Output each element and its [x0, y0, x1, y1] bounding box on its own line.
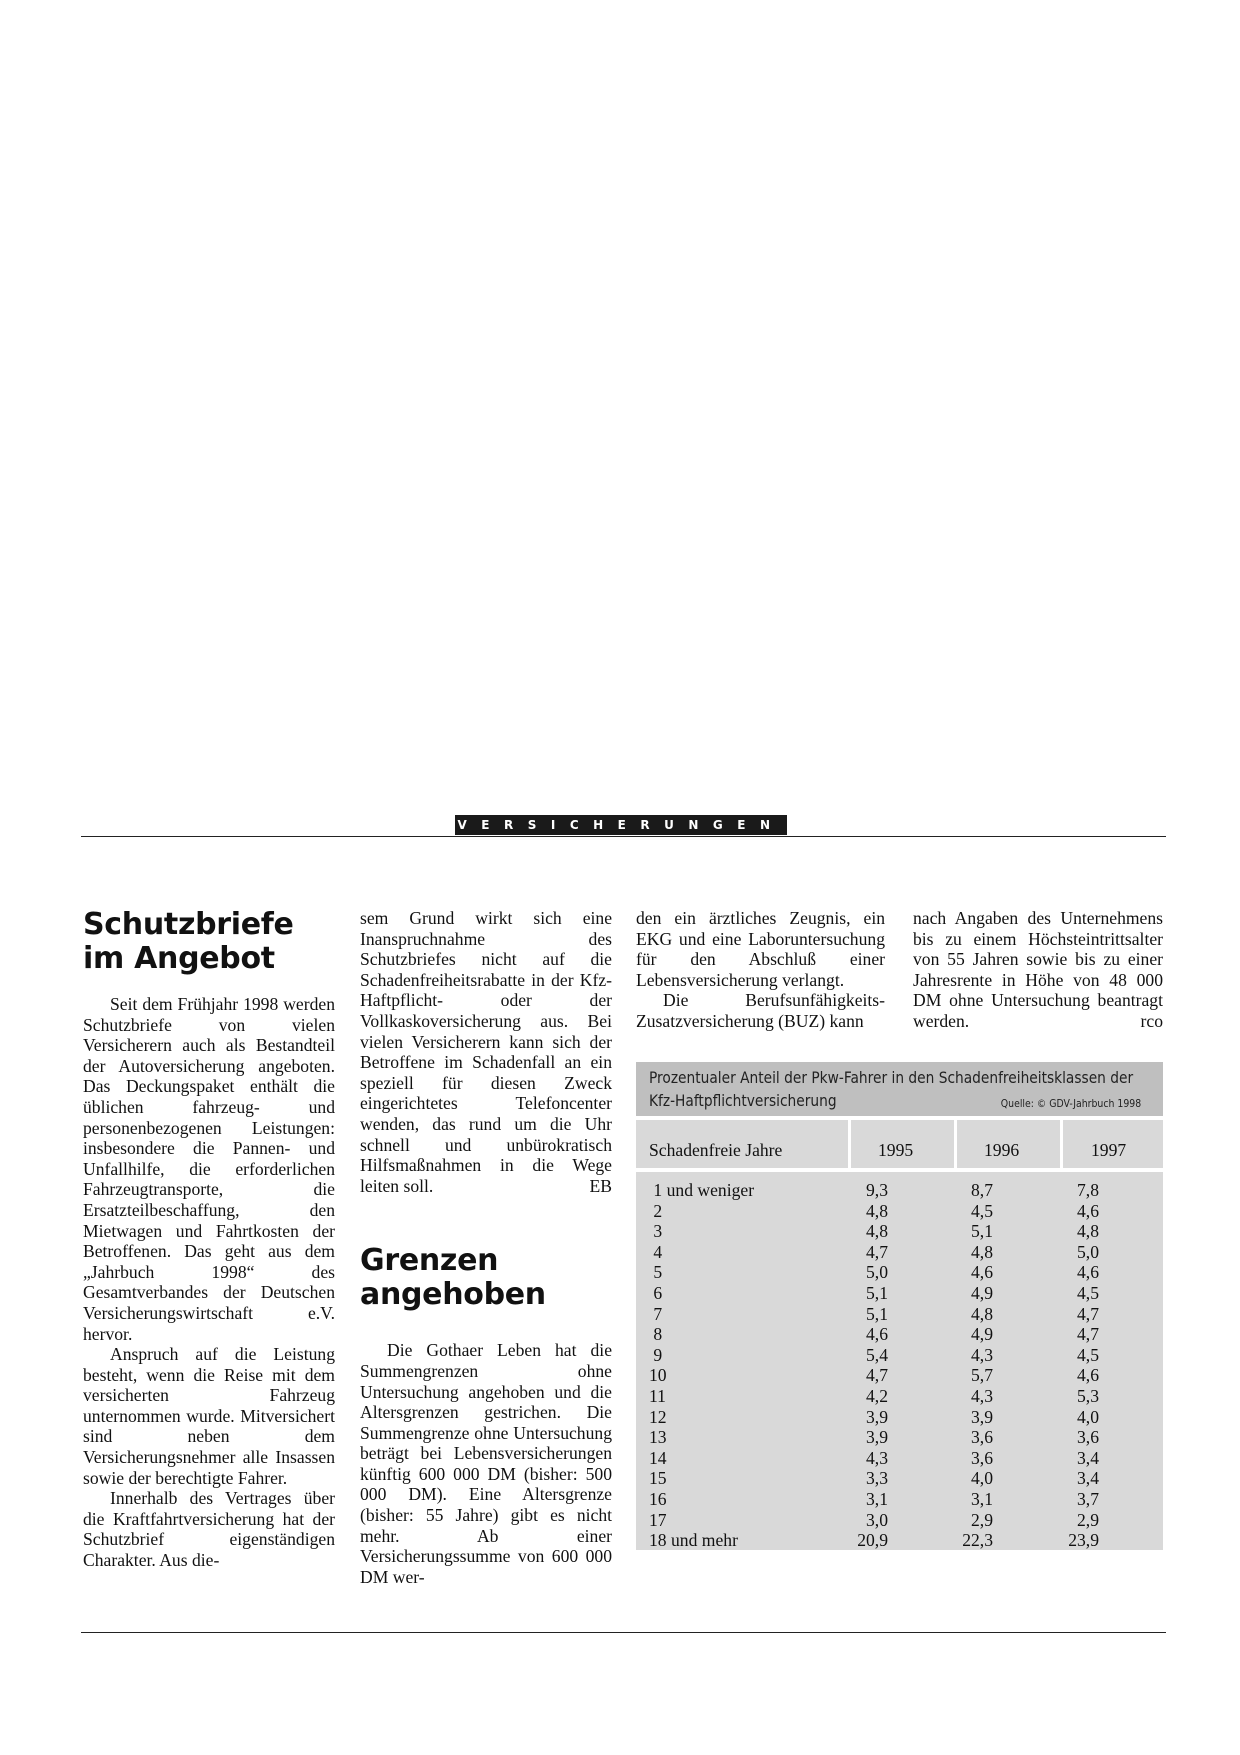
- table-row-label: 12: [649, 1406, 667, 1427]
- header-separator: [636, 1116, 1163, 1120]
- paragraph: Die Gothaer Leben hat die Summengrenzen ohne Untersuchung angehoben und die Altersgrenzen gestrichen. Die Summengrenze ohne Untersuchung beträgt bei Lebensversicherungen künftig 600 000 DM (bisher: 500 000 DM). Eine Altersgrenze (bisher: 55 Jahre) gibt es nicht mehr. Ab einer Versicherungssumme von 600 000 DM wer-: [360, 1340, 612, 1587]
- title-line-1: Grenzen: [360, 1243, 499, 1279]
- table-row: [636, 1324, 1163, 1345]
- table-cell: 3,6: [971, 1427, 993, 1448]
- table-cell: 3,1: [971, 1489, 993, 1509]
- table-cell: 3,4: [1077, 1468, 1099, 1489]
- article-title-grenzen: [360, 1244, 612, 1312]
- table-cell: 4,9: [971, 1283, 993, 1303]
- table-row-label: 17: [649, 1509, 667, 1530]
- table-cell: 5,7: [971, 1365, 993, 1386]
- table-row: [636, 1407, 1163, 1428]
- table-row-label: 5: [649, 1262, 663, 1283]
- title-line-2: im Angebot: [83, 941, 275, 976]
- bottom-rule: [81, 1632, 1166, 1633]
- table-cell: 3,6: [1077, 1427, 1099, 1448]
- table-cell: 3,9: [866, 1406, 888, 1427]
- table-header-cell: 1997: [1091, 1140, 1127, 1160]
- table-cell: 5,4: [866, 1344, 888, 1365]
- title-line-2: angehoben: [360, 1277, 546, 1313]
- table-cell: 4,8: [971, 1241, 993, 1262]
- table-cell: 4,8: [1077, 1221, 1099, 1242]
- table-row-label: 13: [649, 1427, 667, 1448]
- paragraph: Die Berufsunfähigkeits-Zusatzversicherung (BUZ) kann: [636, 990, 885, 1031]
- table-row-label: 11: [649, 1386, 666, 1406]
- table-cell: 4,5: [1077, 1283, 1099, 1303]
- table-cell: 4,3: [971, 1386, 993, 1406]
- table-row-label: 9: [649, 1344, 663, 1365]
- table-cell: 5,1: [971, 1221, 993, 1242]
- table-cell: 5,3: [1077, 1386, 1099, 1406]
- table-cell: 22,3: [962, 1530, 993, 1551]
- table-row-label: 15: [649, 1468, 667, 1489]
- table-cell: 7,8: [1077, 1180, 1099, 1200]
- table-cell: 5,1: [866, 1303, 888, 1324]
- table-title-line-2: Kfz-Haftpflichtversicherung: [649, 1091, 837, 1110]
- table-row-label: 10: [649, 1365, 667, 1386]
- article-title-schutzbriefe: [83, 908, 335, 976]
- table-cell: 23,9: [1068, 1530, 1099, 1551]
- paragraph: Innerhalb des Vertrages über die Kraftfahrtversicherung hat der Schutzbrief eigenständigen Charakter. Aus die-: [83, 1488, 335, 1571]
- data-table: [636, 1062, 1163, 1550]
- table-cell: 3,6: [971, 1447, 993, 1468]
- table-cell: 4,5: [1077, 1344, 1099, 1365]
- table-cell: 4,7: [1077, 1303, 1099, 1324]
- table-row: [636, 1510, 1163, 1531]
- paragraph: [360, 908, 612, 1196]
- table-row: [636, 1468, 1163, 1489]
- table-row: [636, 1201, 1163, 1222]
- table-header-cell: Schadenfreie Jahre: [649, 1140, 783, 1160]
- table-header-cell: 1995: [878, 1140, 914, 1160]
- table-row: [636, 1427, 1163, 1448]
- table-row-label: 6: [649, 1283, 663, 1303]
- table-row: [636, 1365, 1163, 1386]
- table-cell: 4,7: [866, 1365, 888, 1386]
- paragraph: den ein ärztliches Zeugnis, ein EKG und eine Laboruntersuchung für den Abschluß einer Lebensversicherung verlangt.: [636, 908, 885, 990]
- column-separator: [848, 1116, 851, 1172]
- table-cell: 5,0: [1077, 1241, 1099, 1262]
- column-3: [636, 908, 885, 1032]
- column-1: [83, 908, 335, 1571]
- table-row: [636, 1221, 1163, 1242]
- table-title: [636, 1062, 1163, 1116]
- table-row-label: 14: [649, 1447, 667, 1468]
- table-row-label: 3: [649, 1221, 663, 1242]
- table-cell: 4,8: [866, 1200, 888, 1221]
- column-separator: [1060, 1116, 1063, 1172]
- table-row-label: 16: [649, 1489, 667, 1509]
- table-row-label: 1 und weniger: [649, 1180, 755, 1200]
- table-cell: 4,8: [971, 1303, 993, 1324]
- column-separator: [954, 1116, 957, 1172]
- signature: rco: [1140, 1010, 1163, 1031]
- table-row-label: 4: [649, 1241, 663, 1262]
- table-cell: 4,8: [866, 1221, 888, 1242]
- table-row-label: 8: [649, 1324, 663, 1345]
- signature: EB: [589, 1175, 612, 1196]
- paragraph-text: sem Grund wirkt sich eine Inanspruchnahme des Schutzbriefes nicht auf die Schadenfreiheitsrabatte in der Kfz-Haftpflicht- oder der Vollkaskoversicherung aus. Bei vielen Versicherern kann sich der Betroffene im Schadenfall an ein speziell für diesen Zweck eingerichtetes Telefoncenter wenden, das rund um die Uhr schnell und unbürokratisch Hilfsmaßnahmen in die Wege leiten soll.: [360, 908, 612, 1196]
- table-cell: 4,3: [866, 1447, 888, 1468]
- table-cell: 3,3: [866, 1468, 888, 1489]
- table-row: [636, 1283, 1163, 1304]
- table-cell: 4,0: [971, 1468, 993, 1489]
- table-cell: 4,6: [866, 1324, 888, 1345]
- table-row: [636, 1448, 1163, 1469]
- table-cell: 5,1: [866, 1283, 888, 1303]
- table-row: [636, 1386, 1163, 1407]
- table-row-label: 2: [649, 1200, 663, 1221]
- table-cell: 4,5: [971, 1200, 993, 1221]
- table-cell: 4,7: [866, 1241, 888, 1262]
- table-cell: 9,3: [866, 1180, 888, 1200]
- table-row: [636, 1262, 1163, 1283]
- table-cell: 4,6: [971, 1262, 993, 1283]
- table-row-label: 7: [649, 1303, 663, 1324]
- table-cell: 4,7: [1077, 1324, 1099, 1345]
- table-source: Quelle: © GDV-Jahrbuch 1998: [1000, 1097, 1141, 1110]
- paragraph: [913, 908, 1163, 1032]
- table-row: [636, 1180, 1163, 1201]
- table-cell: 4,6: [1077, 1200, 1099, 1221]
- table-row-label: 18 und mehr: [649, 1530, 738, 1551]
- table-title-line-1: Prozentualer Anteil der Pkw-Fahrer in den Schadenfreiheitsklassen der: [649, 1068, 1134, 1087]
- paragraph-text: nach Angaben des Unternehmens bis zu einem Höchsteintrittsalter von 55 Jahren sowie bis zu einer Jahresrente in Höhe von 48 000 DM ohne Untersuchung beantragt werden.: [913, 908, 1163, 1031]
- table-cell: 4,0: [1077, 1406, 1099, 1427]
- table-cell: 8,7: [971, 1180, 993, 1200]
- top-rule: [81, 836, 1166, 837]
- column-2: [360, 908, 612, 1587]
- table-header-cell: 1996: [984, 1140, 1020, 1160]
- table-cell: 3,7: [1077, 1489, 1099, 1509]
- column-4: [913, 908, 1163, 1032]
- section-label: VERSICHERUNGEN: [455, 815, 787, 835]
- table-cell: 2,9: [1077, 1509, 1099, 1530]
- table-cell: 4,9: [971, 1324, 993, 1345]
- table-cell: 2,9: [971, 1509, 993, 1530]
- table-cell: 3,4: [1077, 1447, 1099, 1468]
- table-cell: 3,1: [866, 1489, 888, 1509]
- table-cell: 5,0: [866, 1262, 888, 1283]
- table-row: [636, 1242, 1163, 1263]
- table-row: [636, 1304, 1163, 1325]
- table-cell: 3,9: [866, 1427, 888, 1448]
- header-separator: [636, 1168, 1163, 1172]
- paragraph: Seit dem Frühjahr 1998 werden Schutzbriefe von vielen Versicherern auch als Bestandteil der Autoversicherung angeboten. Das Deckungspaket enthält die üblichen fahrzeug- und personenbezogenen Leistungen: insbesondere die Pannen- und Unfallhilfe, die erforderlichen Fahrzeugtransporte, die Ersatzteilbeschaffung, den Mietwagen und Fahrtkosten der Betroffenen. Das geht aus dem „Jahrbuch 1998“ des Gesamtverbandes der Deutschen Versicherungswirtschaft e.V. hervor.: [83, 994, 335, 1344]
- table-cell: 3,9: [971, 1406, 993, 1427]
- table-cell: 4,6: [1077, 1262, 1099, 1283]
- paragraph: Anspruch auf die Leistung besteht, wenn die Reise mit dem versicherten Fahrzeug unternommen wurde. Mitversichert sind neben dem Versicherungsnehmer alle Insassen sowie der berechtigte Fahrer.: [83, 1344, 335, 1488]
- title-line-1: Schutzbriefe: [83, 907, 294, 942]
- table-cell: 4,3: [971, 1344, 993, 1365]
- table-row: [636, 1345, 1163, 1366]
- table-cell: 4,6: [1077, 1365, 1099, 1386]
- table-cell: 20,9: [857, 1530, 888, 1551]
- table-cell: 3,0: [866, 1509, 888, 1530]
- table-row: [636, 1530, 1163, 1551]
- table-cell: 4,2: [866, 1386, 888, 1406]
- table-row: [636, 1489, 1163, 1510]
